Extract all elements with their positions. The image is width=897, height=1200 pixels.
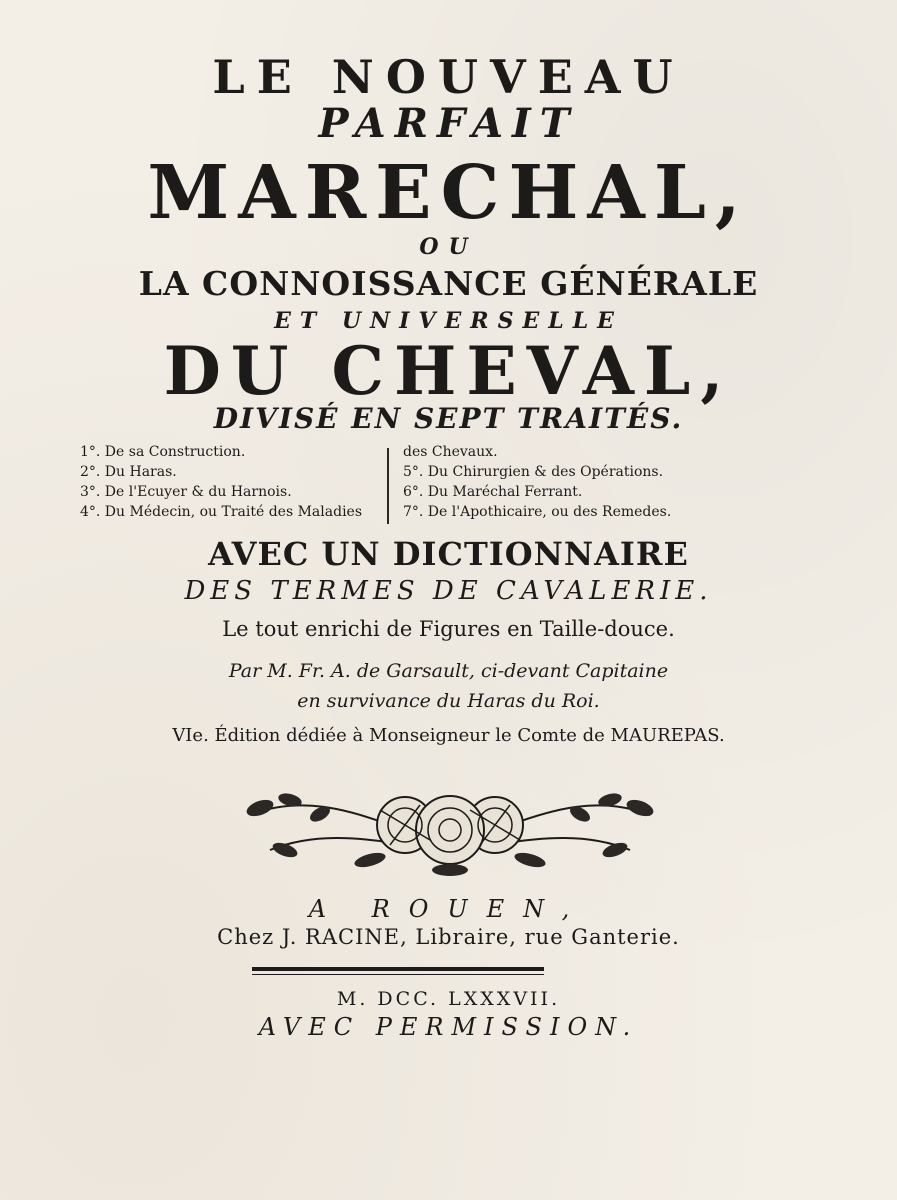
author-line-2: en survivance du Haras du Roi. xyxy=(297,690,600,712)
subtitle-dictionary: AVEC UN DICTIONNAIRE xyxy=(208,535,689,573)
treatise-list xyxy=(80,442,700,532)
subtitle-figures: Le tout enrichi de Figures en Taille-douce. xyxy=(222,617,675,641)
floral-vignette-icon xyxy=(230,770,670,880)
list-item: 2°. Du Haras. xyxy=(80,464,177,480)
imprint-city: A ROUEN, xyxy=(308,895,589,923)
treatise-column-left xyxy=(80,442,380,522)
list-item: 5°. Du Chirurgien & des Opérations. xyxy=(403,464,664,480)
imprint-rule xyxy=(252,967,544,971)
title-line-divise: DIVISÉ EN SEPT TRAITÉS. xyxy=(213,402,684,435)
column-divider xyxy=(387,448,389,524)
author-line-1: Par M. Fr. A. de Garsault, ci-devant Capitaine xyxy=(228,660,669,682)
list-item: 4°. Du Médecin, ou Traité des Maladies xyxy=(80,504,363,520)
list-item: 6°. Du Maréchal Ferrant. xyxy=(403,484,583,500)
list-item: 7°. De l'Apothicaire, ou des Remedes. xyxy=(403,504,672,520)
title-line-ou: OU xyxy=(419,234,478,260)
list-item: des Chevaux. xyxy=(403,444,498,460)
title-line-universelle: ET UNIVERSELLE xyxy=(274,308,623,334)
list-item: 3°. De l'Ecuyer & du Harnois. xyxy=(80,484,292,500)
title-line-marechal: MARECHAL, xyxy=(147,150,750,236)
imprint-year: M. DCC. LXXXVII. xyxy=(336,988,561,1010)
edition-line: VIe. Édition dédiée à Monseigneur le Comte de MAUREPAS. xyxy=(172,725,725,746)
title-line-parfait: PARFAIT xyxy=(318,100,579,147)
imprint-permission: AVEC PERMISSION. xyxy=(258,1013,639,1041)
treatise-column-right xyxy=(403,442,703,522)
list-item: 1°. De sa Construction. xyxy=(80,444,246,460)
imprint-publisher: Chez J. RACINE, Libraire, rue Ganterie. xyxy=(217,925,680,949)
imprint-rule-thin xyxy=(252,974,544,975)
title-line-le-nouveau: LE NOUVEAU xyxy=(212,50,685,104)
title-line-connoissance: LA CONNOISSANCE GÉNÉRALE xyxy=(138,264,759,303)
subtitle-terms: DES TERMES DE CAVALERIE. xyxy=(184,576,713,606)
title-line-du-cheval: DU CHEVAL, xyxy=(163,332,734,410)
